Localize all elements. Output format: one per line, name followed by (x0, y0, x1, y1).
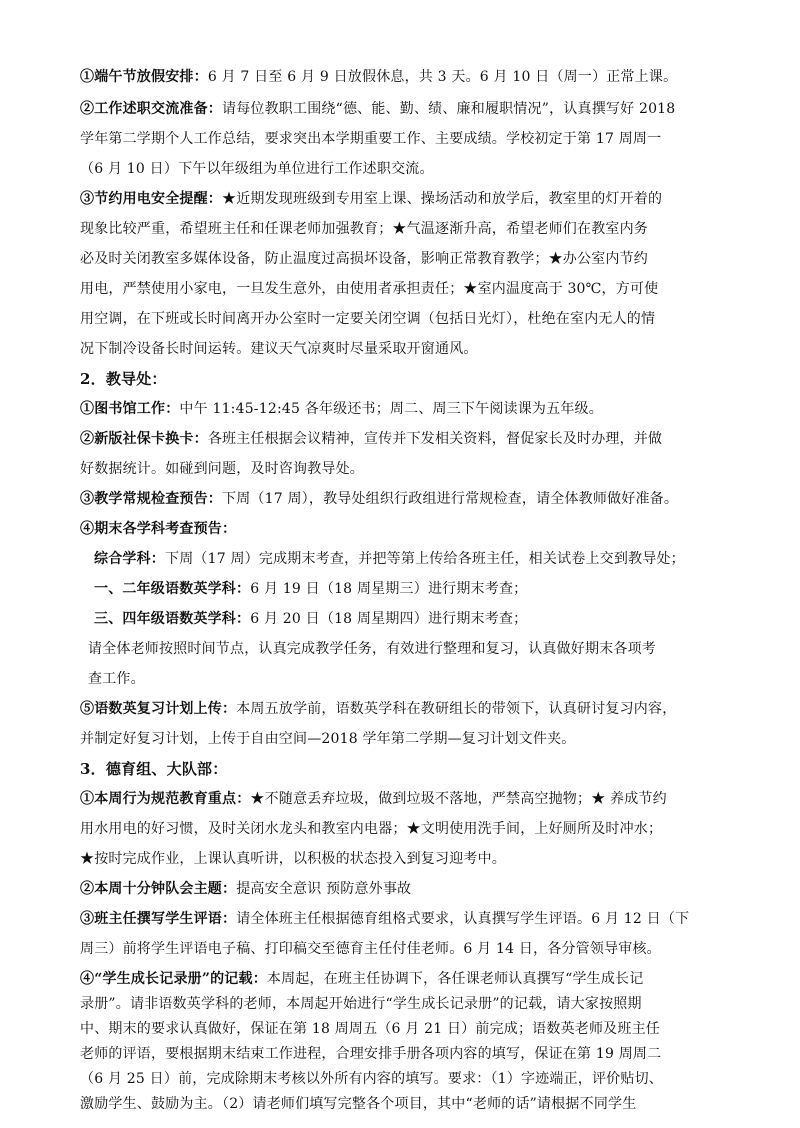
text-line: 请全体老师按照时间节点，认真完成教学任务，有效进行整理和复习，认真做好期末各项考 (88, 641, 656, 657)
item-subtitle: 三、四年级语数英学科： (94, 611, 251, 627)
item-title: ③班主任撰写学生评语： (80, 911, 237, 927)
text-line: 用水用电的好习惯，及时关闭水龙头和教室内电器；★文明使用洗手间，上好厕所及时冲水； (80, 821, 663, 837)
exam-grade-1-2 (94, 580, 527, 598)
item-text: 请全体班主任根据德育组格式要求，认真撰写学生评语。6 月 12 日（下 (236, 911, 690, 927)
text-line: ★按时完成作业，上课认真听讲，以积极的状态投入到复习迎考中。 (80, 851, 506, 867)
text-line: 必及时关闭教室多媒体设备，防止温度过高损坏设备，影响正常教育教学；★办公室内节约 (80, 251, 648, 267)
paragraph-review-plan-upload (80, 700, 676, 718)
section-heading-teaching-office: 2．教导处： (80, 370, 167, 388)
item-title: ⑤语数英复习计划上传： (80, 701, 237, 717)
item-title: ②工作述职交流准备： (80, 101, 222, 117)
text-line: 并制定好复习计划，上传于自由空间—2018 学年第二学期—复习计划文件夹。 (80, 731, 576, 747)
item-title: ②新版社保卡换卡： (80, 431, 208, 447)
item-title: ④期末各学科考查预告： (80, 521, 237, 537)
item-text: ★不随意丢弃垃圾，做到垃圾不落地，严禁高空抛物；★ 养成节约 (250, 791, 667, 807)
text-line: 录册”。请非语数英学科的老师，本周起开始进行“学生成长记录册”的记载，请大家按照期 (80, 996, 642, 1012)
exam-grade-3-4 (94, 610, 527, 628)
paragraph-growth-record-book (80, 970, 643, 988)
item-title: ④“学生成长记录册”的记载： (80, 971, 267, 987)
paragraph-work-report (80, 100, 675, 118)
paragraph-social-security-card (80, 430, 662, 448)
text-line: 况下制冷设备长时间运转。建议天气凉爽时尽量采取开窗通风。 (80, 341, 478, 357)
item-title: ①图书馆工作： (80, 401, 180, 417)
paragraph-library (80, 400, 603, 418)
item-text: 请每位教职工围绕“德、能、勤、绩、廉和履职情况”，认真撰写好 2018 (222, 101, 676, 117)
item-title: ③节约用电安全提醒： (80, 191, 222, 207)
paragraph-behavior-focus (80, 790, 667, 808)
text-line: 用电，严禁使用小家电，一旦发生意外，由使用者承担责任；★室内温度高于 30℃，方可使 (80, 281, 659, 297)
text-line: 现象比较严重，希望班主任和任课老师加强教育；★气温逐渐升高，希望老师们在教室内务 (80, 221, 648, 237)
item-text: ★近期发现班级到专用室上课、操场活动和放学后，教室里的灯开着的 (222, 191, 663, 207)
section-heading-moral-education: 3．德育组、大队部： (80, 760, 228, 778)
item-text: 本周五放学前，语数英学科在教研组长的带领下，认真研讨复习内容， (236, 701, 677, 717)
text-line: 好数据统计。如碰到问题，及时咨询教导处。 (80, 461, 364, 477)
text-line: （6 月 10 日）下午以年级组为单位进行工作述职交流。 (80, 161, 434, 177)
text-line: （6 月 25 日）前，完成除期末考核以外所有内容的填写。要求：（1）字迹端正，评价贴切、 (80, 1071, 663, 1087)
paragraph-student-comments (80, 910, 689, 928)
item-text: 下周（17 周）完成期末考查，并把等第上传给各班主任，相关试卷上交到教导处； (165, 551, 685, 567)
paragraph-team-meeting-theme (80, 880, 411, 898)
item-title: ③教学常规检查预告： (80, 491, 222, 507)
item-text: 本周起，在班主任协调下，各任课老师认真撰写“学生成长记 (266, 971, 644, 987)
item-text: 下周（17 周），教导处组织行政组进行常规检查，请全体教师做好准备。 (222, 491, 679, 507)
item-title: ①端午节放假安排： (80, 69, 208, 85)
text-line: 学年第二学期个人工作总结，要求突出本学期重要工作、主要成绩。学校初定于第 17 周周一 (80, 131, 662, 147)
paragraph-final-exam-title (80, 520, 236, 538)
item-subtitle: 一、二年级语数英学科： (94, 581, 251, 597)
item-text: 中午 11:45-12:45 各年级还书；周二、周三下午阅读课为五年级。 (179, 401, 603, 417)
paragraph-routine-check (80, 490, 678, 508)
item-subtitle: 综合学科： (94, 551, 165, 567)
exam-integrated-subjects (94, 550, 685, 568)
paragraph-power-safety (80, 190, 662, 208)
text-line: 周三）前将学生评语电子稿、打印稿交至德育主任付佳老师。6 月 14 日，各分管领导审核。 (80, 941, 661, 957)
item-text: 6 月 20 日（18 周星期四）进行期末考查； (250, 611, 528, 627)
text-line: 激励学生、鼓励为主。（2）请老师们填写完整各个项目，其中“老师的话”请根据不同学生 (80, 1096, 637, 1112)
text-line: 查工作。 (88, 671, 145, 687)
text-line: 中、期末的要求认真做好，保证在第 18 周周五（6 月 21 日）前完成；语数英老师及班主任 (80, 1021, 660, 1037)
item-text: 提高安全意识 预防意外事故 (236, 881, 412, 897)
paragraph-dragon-boat-holiday (80, 68, 677, 86)
item-text: 6 月 7 日至 6 月 9 日放假休息，共 3 天。6 月 10 日（周一）正常上课。 (207, 69, 678, 85)
item-title: ②本周十分钟队会主题： (80, 881, 237, 897)
text-line: 老师的评语，要根据期末结束工作进程，合理安排手册各项内容的填写，保证在第 19 周周二 (80, 1046, 662, 1062)
item-title: ①本周行为规范教育重点： (80, 791, 251, 807)
text-line: 用空调，在下班或长时间离开办公室时一定要关闭空调（包括日光灯），杜绝在室内无人的情 (80, 311, 656, 327)
item-text: 6 月 19 日（18 周星期三）进行期末考查； (250, 581, 528, 597)
item-text: 各班主任根据会议精神，宣传并下发相关资料，督促家长及时办理，并做 (207, 431, 663, 447)
